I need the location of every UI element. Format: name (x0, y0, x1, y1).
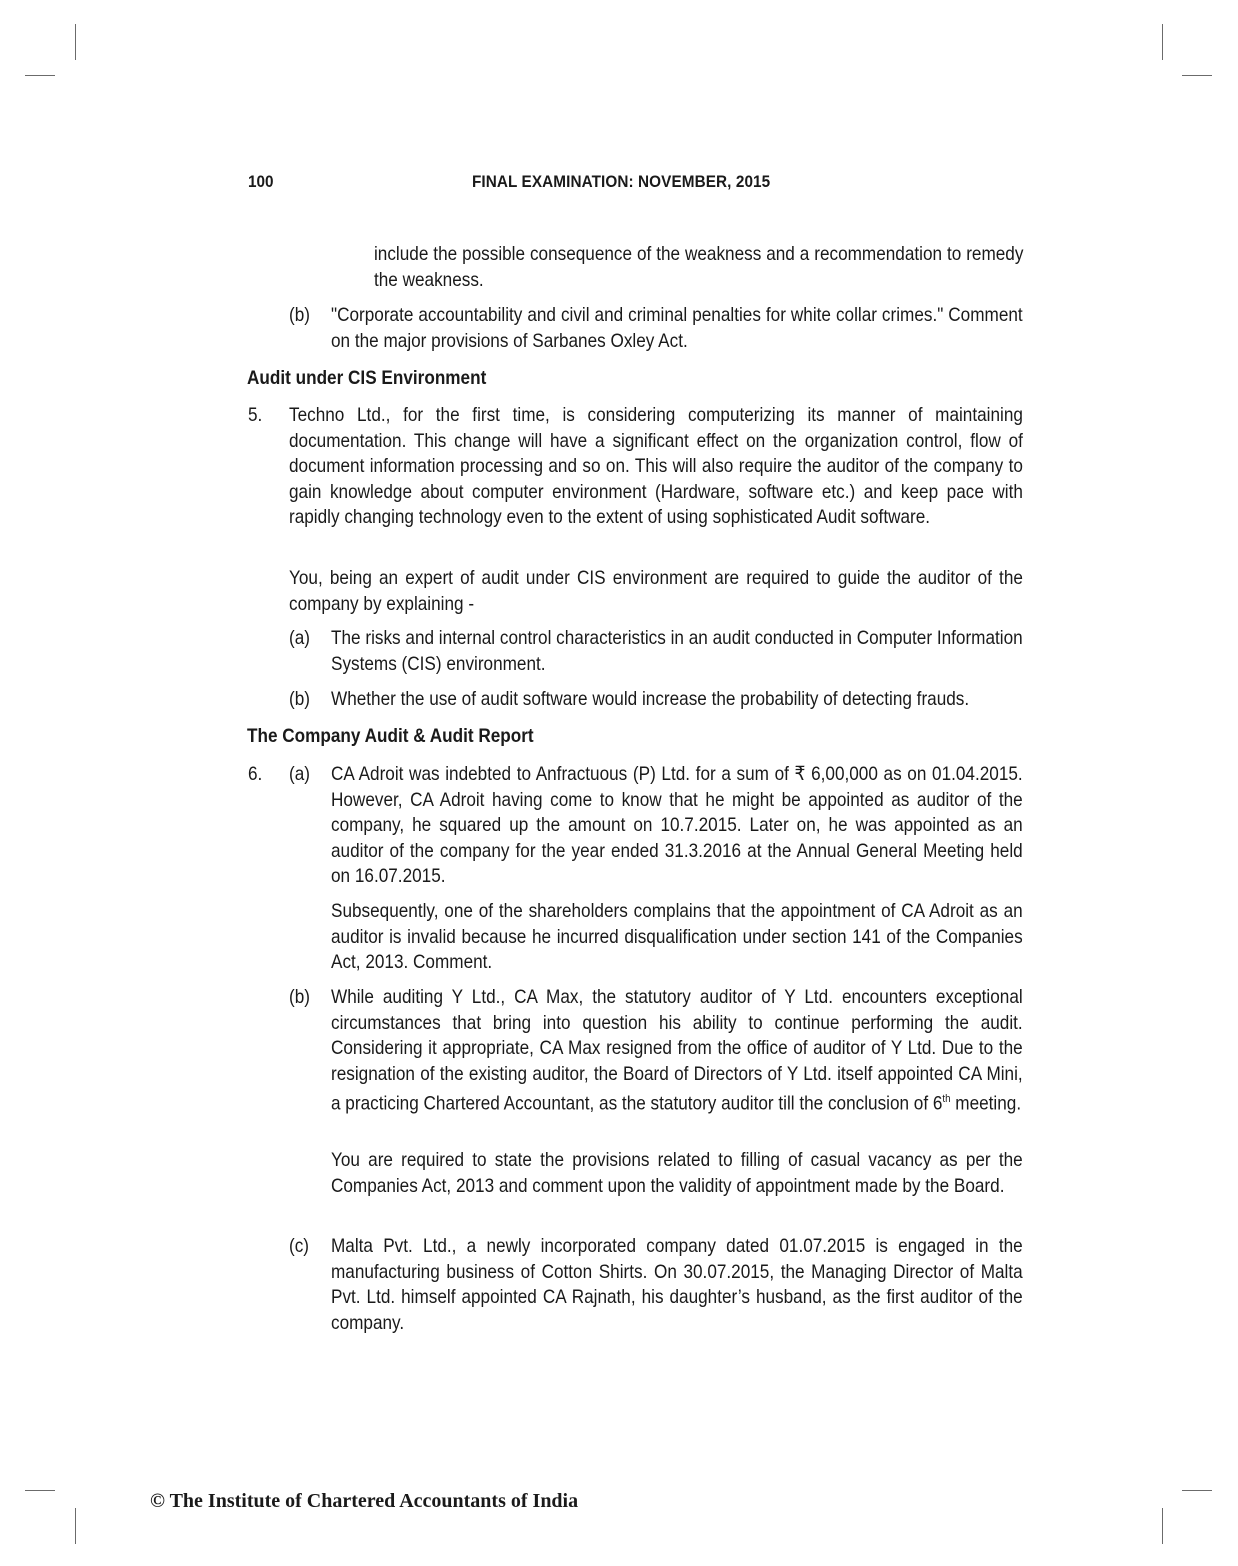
section-heading-company-audit: The Company Audit & Audit Report (247, 725, 534, 747)
q4-b-label: (b) (289, 304, 310, 326)
crop-mark (1182, 75, 1212, 76)
q5-number: 5. (248, 404, 263, 426)
q6-c-text: Malta Pvt. Ltd., a newly incorporated company dated 01.07.2015 is engaged in the manufacturing business of Cotton Shirts. On 30.07.2015, the Managing Director of Malta Pvt. Ltd. himself appointed CA Rajnath, his daughter’s husband, as the first auditor of the company. (331, 1235, 1023, 1334)
q5-b-label: (b) (289, 688, 310, 710)
crop-mark (1162, 24, 1163, 60)
q6-b-text (331, 985, 1023, 1117)
q6-b-followup-text: You are required to state the provisions related to filling of casual vacancy as per the Companies Act, 2013 and comment upon the validity of appointment made by the Board. (331, 1149, 1023, 1197)
q6-a-followup-text: Subsequently, one of the shareholders complains that the appointment of CA Adroit as an auditor is invalid because he incurred disqualification under section 141 of the Companies Act, 2013. Comment. (331, 900, 1023, 973)
crop-mark (1162, 1508, 1163, 1544)
q4-continuation-text: include the possible consequence of the weakness and a recommendation to remedy the weakness. (374, 243, 1024, 291)
section-heading-cis: Audit under CIS Environment (247, 367, 487, 389)
q4-b-text: "Corporate accountability and civil and criminal penalties for white collar crimes." Comment on the major provisions of Sarbanes Oxley Act. (331, 304, 1023, 352)
page-header-title: FINAL EXAMINATION: NOVEMBER, 2015 (472, 172, 771, 191)
crop-mark (1182, 1490, 1212, 1491)
q6-c-label: (c) (289, 1235, 310, 1257)
q6-b-text-body: While auditing Y Ltd., CA Max, the statutory auditor of Y Ltd. encounters exceptional circumstances that bring into question his ability to continue performing the audit. Considering it appropriate, CA Max resigned from the office of auditor of Y Ltd. Due to the resignation of the existing auditor, the Board of Directors of Y Ltd. itself appointed CA Mini, a practicing Chartered Accountant, as the statutory auditor till the conclusion of 6 (331, 986, 1023, 1115)
q6-a-text: CA Adroit was indebted to Anfractuous (P) Ltd. for a sum of ₹ 6,00,000 as on 01.04.2015. However, CA Adroit having come to know that he might be appointed as auditor of the company, he squared up the amount on 10.7.2015. Later on, he was appointed as an auditor of the company for the year ended 31.3.2016 at the Annual General Meeting held on 16.07.2015. (331, 763, 1023, 887)
crop-mark (25, 1490, 55, 1491)
q6-number: 6. (248, 763, 263, 785)
q5-a-text: The risks and internal control characteristics in an audit conducted in Computer Information Systems (CIS) environment. (331, 627, 1023, 675)
page-number: 100 (248, 172, 274, 191)
q5-intro-text: Techno Ltd., for the first time, is considering computerizing its manner of maintaining documentation. This change will have a significant effect on the organization control, flow of document information processing and so on. This will also require the auditor of the company to gain knowledge about computer environment (Hardware, software etc.) and keep pace with rapidly changing technology even to the extent of using sophisticated Audit software. (289, 404, 1023, 528)
q5-a-label: (a) (289, 627, 310, 649)
crop-mark (25, 75, 55, 76)
q6-b-label: (b) (289, 986, 310, 1008)
crop-mark (75, 1508, 76, 1544)
q5-instruction-text: You, being an expert of audit under CIS environment are required to guide the auditor of the company by explaining - (289, 567, 1023, 615)
q6-a-label: (a) (289, 763, 310, 785)
crop-mark (75, 24, 76, 60)
q6-b-text-tail: meeting. (950, 1092, 1022, 1115)
footer-copyright: © The Institute of Chartered Accountants of India (150, 1490, 579, 1512)
q5-b-text: Whether the use of audit software would increase the probability of detecting frauds. (331, 688, 970, 710)
q6-b-superscript: th (942, 1093, 951, 1105)
